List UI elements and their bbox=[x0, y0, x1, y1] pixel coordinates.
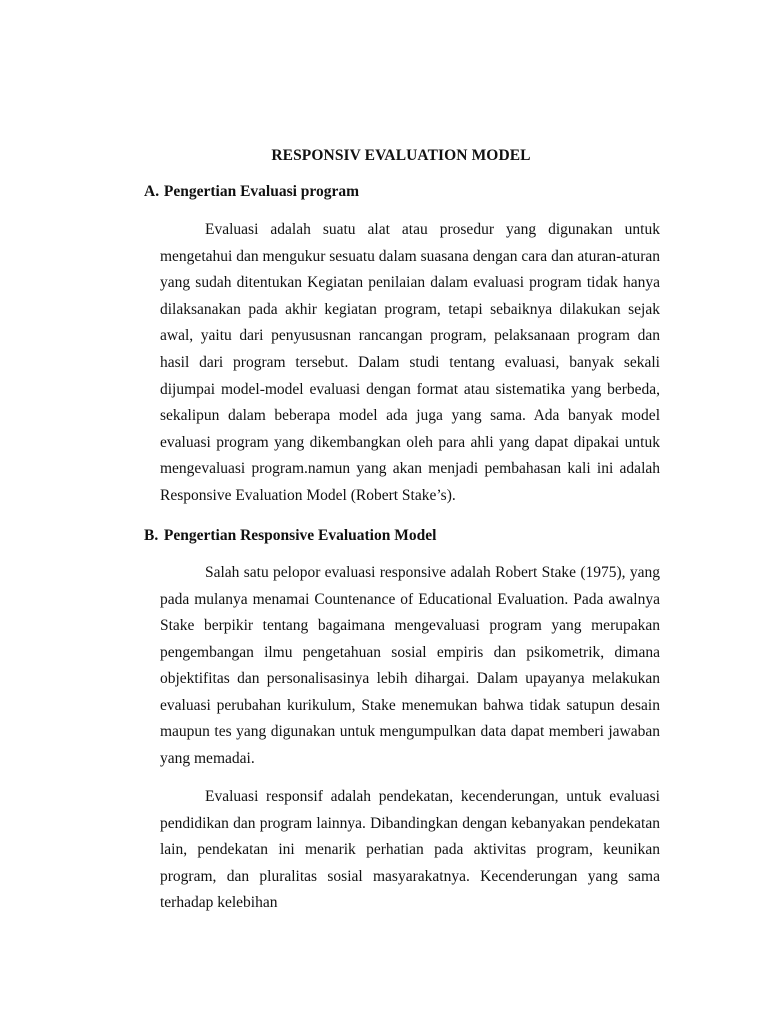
section-a-heading bbox=[144, 183, 359, 201]
section-a-title: Pengertian Evaluasi program bbox=[163, 183, 360, 200]
section-a-number: A. bbox=[144, 183, 160, 200]
document-title: RESPONSIV EVALUATION MODEL bbox=[271, 147, 531, 164]
section-a-paragraph-1: Evaluasi adalah suatu alat atau prosedur yang digunakan untuk mengetahui dan mengukur sesuatu dalam suasana dengan cara dan aturan-aturan yang sudah ditentukan Kegiatan penilaian dalam evaluasi program tidak hanya dilaksanakan pada akhir kegiatan program, tetapi sebaiknya dilakukan sejak awal, yaitu dari penyususnan rancangan program, pelaksanaan program dan hasil dari program tersebut. Dalam studi tentang evaluasi, banyak sekali dijumpai model-model evaluasi dengan format atau sistematika yang berbeda, sekalipun dalam beberapa model ada juga yang sama. Ada banyak model evaluasi program yang dikembangkan oleh para ahli yang dapat dipakai untuk mengevaluasi program.namun yang akan menjadi pembahasan kali ini adalah Responsive Evaluation Model (Robert Stake’s). bbox=[160, 221, 660, 504]
section-b-title: Pengertian Responsive Evaluation Model bbox=[163, 527, 437, 544]
section-b-heading bbox=[144, 527, 436, 545]
section-b-paragraph-2: Evaluasi responsif adalah pendekatan, kecenderungan, untuk evaluasi pendidikan dan program lainnya. Dibandingkan dengan kebanyakan pendekatan lain, pendekatan ini menarik perhatian pada aktivitas program, keunikan program, dan pluralitas sosial masyarakatnya. Kecenderungan yang sama terhadap kelebihan bbox=[160, 788, 660, 911]
section-b-number: B. bbox=[144, 527, 159, 544]
section-b-paragraph-1: Salah satu pelopor evaluasi responsive adalah Robert Stake (1975), yang pada mulanya menamai Countenance of Educational Evaluation. Pada awalnya Stake berpikir tentang bagaimana mengevaluasi program yang merupakan pengembangan ilmu pengetahuan sosial empiris dan psikometrik, dimana objektifitas dan personalisasinya lebih dihargai. Dalam upayanya melakukan evaluasi perubahan kurikulum, Stake menemukan bahwa tidak satupun desain maupun tes yang digunakan untuk mengumpulkan data dapat memberi jawaban yang memadai. bbox=[160, 564, 660, 767]
